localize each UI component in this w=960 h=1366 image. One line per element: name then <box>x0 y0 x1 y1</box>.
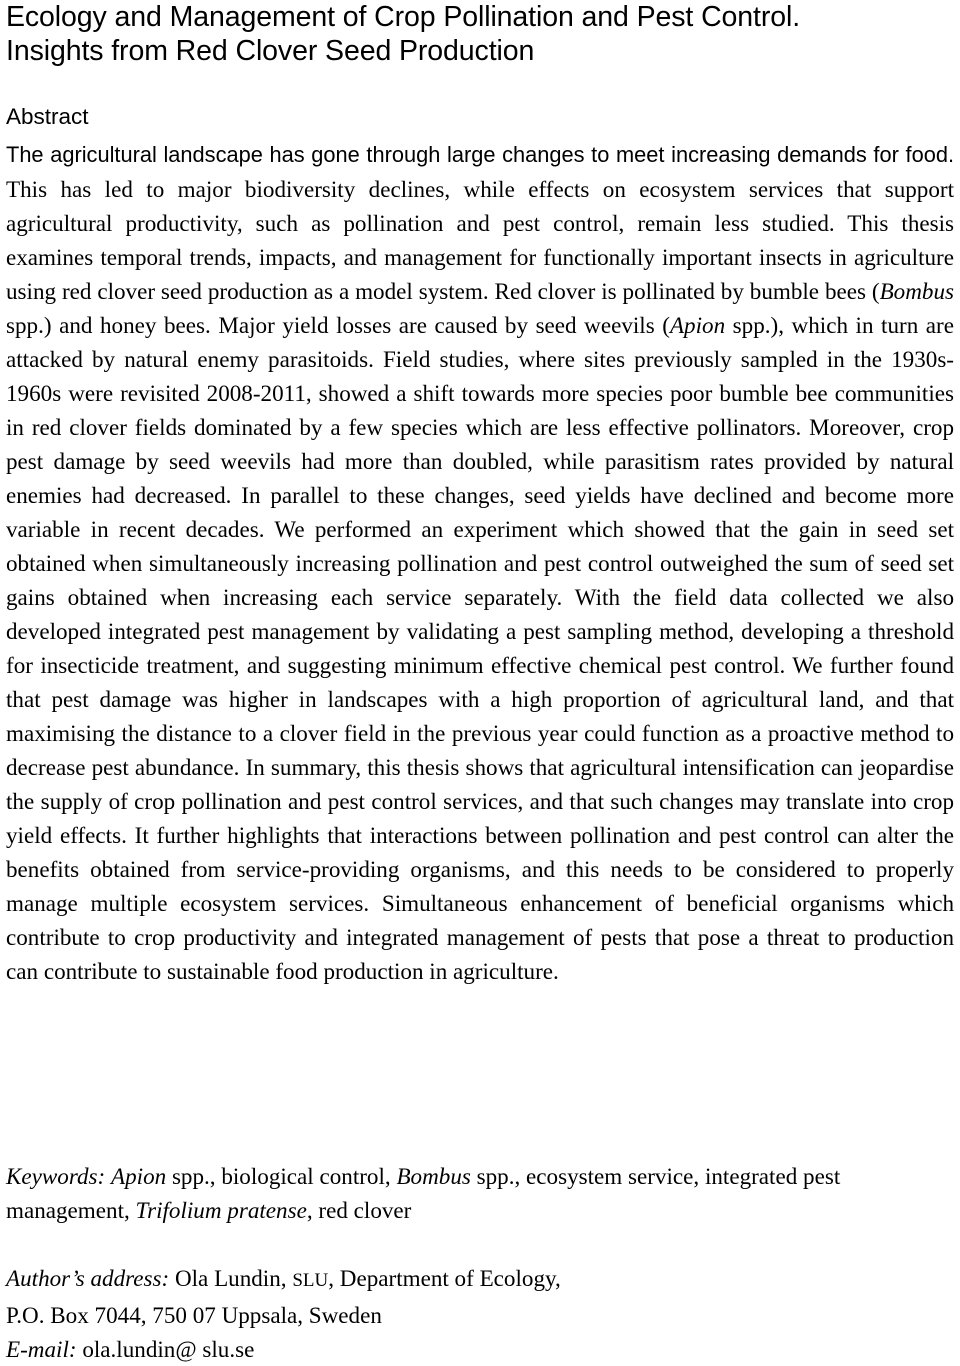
abstract-sentence-3: This thesis examines temporal trends, impacts, and management for functionally important insects in agriculture using red clover seed production as a model system. <box>6 210 955 304</box>
keyword-bombus: Bombus <box>396 1163 471 1189</box>
email-label: E-mail: <box>6 1336 77 1362</box>
abstract-sentence-2: This has led to major biodiversity declines, while effects on ecosystem services that support agricultural productivity, such as pollination and pest control, remain less studied. <box>6 176 954 236</box>
author-dept: , Department of Ecology, <box>328 1265 561 1291</box>
author-org: SLU <box>292 1270 329 1291</box>
abstract-heading: Abstract <box>6 104 89 129</box>
author-email[interactable]: ola.lundin@ slu.se <box>76 1336 255 1362</box>
abstract-body <box>6 137 954 988</box>
keyword-apion: Apion <box>111 1163 167 1189</box>
title-line-2: Insights from Red Clover Seed Production <box>6 35 535 67</box>
abstract-sentence-6: spp.), which in turn are attacked by natural enemy parasitoids. <box>6 312 954 372</box>
author-address <box>6 1261 954 1366</box>
keyword-text-2: spp., ecosystem service, integrated pest management, <box>6 1163 841 1223</box>
genus-apion: Apion <box>669 312 726 338</box>
keyword-trifolium: Trifolium pratense <box>135 1197 307 1223</box>
abstract-sentence-7: Field studies, where sites previously sampled in the 1930s-1960s were revisited 2008-2011, showed a shift towards more species poor bumble bee communities in red clover fields dominated by a few species which are less effective pollinators. <box>6 346 955 440</box>
keyword-text-1: spp., biological control, <box>166 1163 397 1189</box>
keyword-text-3: , red clover <box>306 1197 412 1223</box>
author-name: Ola Lundin, <box>169 1265 293 1291</box>
address-label: Author’s address: <box>6 1265 170 1291</box>
abstract-sentence-13: In summary, this thesis shows that agricultural intensification can jeopardise the supply of crop pollination and pest control services, and that such changes may translate into crop yield effects. <box>6 754 954 848</box>
abstract-sentence-9: In parallel to these changes, seed yields have declined and become more variable in recent decades. <box>6 482 954 542</box>
abstract-sentence-14: It further highlights that interactions between pollination and pest control can alter the benefits obtained from service-providing organisms, and this needs to be considered to properly manage multiple ecosystem services. <box>6 822 954 916</box>
abstract-sentence-1: The agricultural landscape has gone through large changes to meet increasing demands for food. <box>6 142 954 167</box>
title-line-1: Ecology and Management of Crop Pollination and Pest Control. <box>6 1 801 33</box>
abstract-sentence-8: Moreover, crop pest damage by seed weevils had more than doubled, while parasitism rates provided by natural enemies had decreased. <box>6 414 954 508</box>
abstract-sentence-15: Simultaneous enhancement of beneficial organisms which contribute to crop productivity and integrated management of pests that pose a threat to production can contribute to sustainable food production in agriculture. <box>6 890 955 984</box>
abstract-sentence-12: We further found that pest damage was higher in landscapes with a high proportion of agricultural land, and that maximising the distance to a clover field in the previous year could function as a proactive method to decrease pest abundance. <box>6 652 954 780</box>
page-title <box>6 0 954 68</box>
keywords <box>6 1159 954 1227</box>
genus-bombus: Bombus <box>879 278 954 304</box>
abstract-sentence-10: We performed an experiment which showed that the gain in seed set obtained when simultaneously increasing pollination and pest control outweighed the sum of seed set gains obtained when increasing each service separately. <box>6 516 954 610</box>
address-line-3 <box>6 1332 954 1366</box>
address-line-2: P.O. Box 7044, 750 07 Uppsala, Sweden <box>6 1302 382 1328</box>
abstract-sentence-4: Red clover is pollinated by bumble bees ( <box>488 278 880 304</box>
thesis-abstract-page <box>6 0 955 1362</box>
keywords-label: Keywords: <box>6 1163 106 1189</box>
abstract-sentence-11: With the field data collected we also developed integrated pest management by validating a pest sampling method, developing a threshold for insecticide treatment, and suggesting minimum effective chemical pest control. <box>6 584 954 678</box>
abstract-sentence-5: spp.) and honey bees. Major yield losses are caused by seed weevils ( <box>6 312 670 338</box>
address-line-1 <box>6 1261 954 1298</box>
